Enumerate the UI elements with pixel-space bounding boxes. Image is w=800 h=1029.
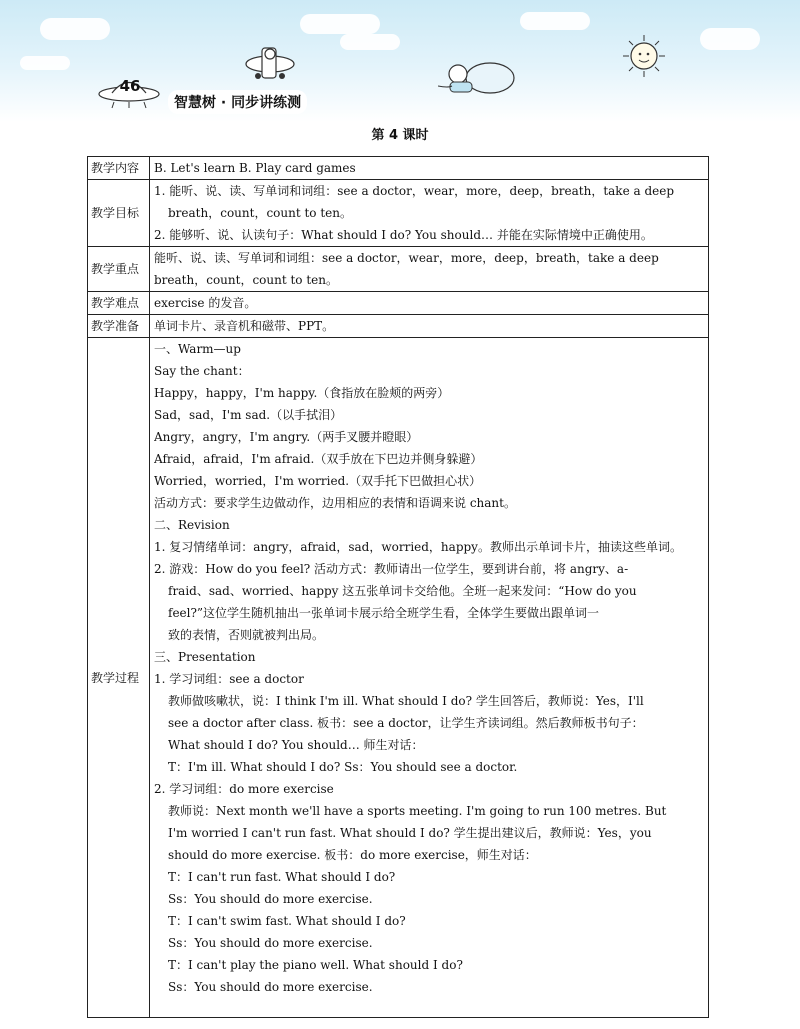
content-line: Sad，sad，I'm sad.（以手拭泪）	[154, 408, 343, 422]
content-line: I'm worried I can't run fast. What should I do? 学生提出建议后，教师说：Yes，you	[168, 826, 652, 840]
content-line: B. Let's learn B. Play card games	[154, 161, 356, 175]
row-content	[150, 180, 709, 247]
content-line: 2. 游戏：How do you feel? 活动方式：教师请出一位学生，要到讲台前，将 angry、a-	[154, 562, 629, 576]
row-content	[150, 247, 709, 292]
content-line: 致的表情，否则就被判出局。	[168, 628, 325, 642]
content-line: T：I can't play the piano well. What should I do?	[168, 958, 463, 972]
cartoon-kids-icon	[438, 56, 518, 96]
content-line: 单词卡片、录音机和磁带、PPT。	[154, 319, 335, 333]
content-line: Ss：You should do more exercise.	[168, 892, 373, 906]
content-line: T：I'm ill. What should I do? Ss：You should see a doctor.	[168, 760, 518, 774]
content-line: 教师做咳嗽状，说：I think I'm ill. What should I do? 学生回答后，教师说：Yes，I'll	[168, 694, 644, 708]
content-line: 1. 复习情绪单词：angry，afraid，sad，worried，happy。教师出示单词卡片，抽读这些单词。	[154, 540, 682, 554]
row-content	[150, 315, 709, 338]
row-content	[150, 338, 709, 1018]
content-line: 1. 学习词组：see a doctor	[154, 672, 304, 686]
airplane-icon	[240, 40, 300, 82]
content-line: 1. 能听、说、读、写单词和词组：see a doctor，wear，more，deep，breath，take a deep	[154, 184, 675, 198]
content-line: should do more exercise. 板书：do more exercise，师生对话：	[168, 848, 537, 862]
lesson-plan-table	[87, 156, 709, 1018]
content-line: What should I do? You should… 师生对话：	[168, 738, 424, 752]
content-line: Angry，angry，I'm angry.（两手叉腰并瞪眼）	[154, 430, 419, 444]
row-content	[150, 292, 709, 315]
row-label: 教学重点	[88, 247, 150, 292]
table-row	[88, 338, 709, 1018]
row-label: 教学难点	[88, 292, 150, 315]
content-line: 活动方式：要求学生边做动作，边用相应的表情和语调来说 chant。	[154, 496, 516, 510]
table-row	[88, 247, 709, 292]
content-line: Worried，worried，I'm worried.（双手托下巴做担心状）	[154, 474, 482, 488]
row-label: 教学目标	[88, 180, 150, 247]
content-line: 2. 能够听、说、认读句子：What should I do? You should… 并能在实际情境中正确使用。	[154, 228, 653, 242]
content-line: T：I can't swim fast. What should I do?	[168, 914, 406, 928]
content-line: Happy，happy，I'm happy.（食指放在脸颊的两旁）	[154, 386, 450, 400]
content-line: fraid、sad、worried、happy 这五张单词卡交给他。全班一起来发问：“How do you	[168, 584, 637, 598]
cloud-decoration	[340, 34, 400, 50]
content-line: feel?”这位学生随机抽出一张单词卡展示给全班学生看，全体学生要做出跟单词一	[168, 606, 600, 620]
row-label: 教学过程	[88, 338, 150, 1018]
section-heading: 三、Presentation	[154, 650, 256, 664]
content-line: T：I can't run fast. What should I do?	[168, 870, 396, 884]
cloud-decoration	[300, 14, 380, 34]
content-line: breath，count，count to ten。	[154, 273, 339, 287]
content-line: 2. 学习词组：do more exercise	[154, 782, 334, 796]
cloud-decoration	[700, 28, 760, 50]
cloud-decoration	[20, 56, 70, 70]
content-line: 教师说：Next month we'll have a sports meeting. I'm going to run 100 metres. But	[168, 804, 667, 818]
content-line: breath，count，count to ten。	[168, 206, 353, 220]
header-banner	[0, 0, 800, 122]
table-row	[88, 157, 709, 180]
content-line: see a doctor after class. 板书：see a doctor，让学生齐读词组。然后教师板书句子：	[168, 716, 644, 730]
table-row	[88, 292, 709, 315]
row-label: 教学准备	[88, 315, 150, 338]
content-line: Afraid，afraid，I'm afraid.（双手放在下巴边并侧身躲避）	[154, 452, 483, 466]
row-label: 教学内容	[88, 157, 150, 180]
content-line: exercise 的发音。	[154, 296, 257, 310]
cloud-decoration	[520, 12, 590, 30]
table-row	[88, 315, 709, 338]
lesson-title: 第 4 课时	[371, 128, 429, 143]
row-content	[150, 157, 709, 180]
section-heading: 一、Warm—up	[154, 342, 241, 356]
table-row	[88, 180, 709, 247]
content-line: 能听、说、读、写单词和词组：see a doctor，wear，more，deep，breath，take a deep	[154, 251, 659, 265]
sun-icon	[622, 34, 666, 78]
cloud-decoration	[40, 18, 110, 40]
page-number: 46	[119, 77, 141, 95]
content-line: Ss：You should do more exercise.	[168, 980, 373, 994]
brand-title: 智慧树 · 同步讲练测	[168, 90, 307, 114]
section-heading: 二、Revision	[154, 518, 230, 532]
content-line: Say the chant：	[154, 364, 250, 378]
content-line: Ss：You should do more exercise.	[168, 936, 373, 950]
